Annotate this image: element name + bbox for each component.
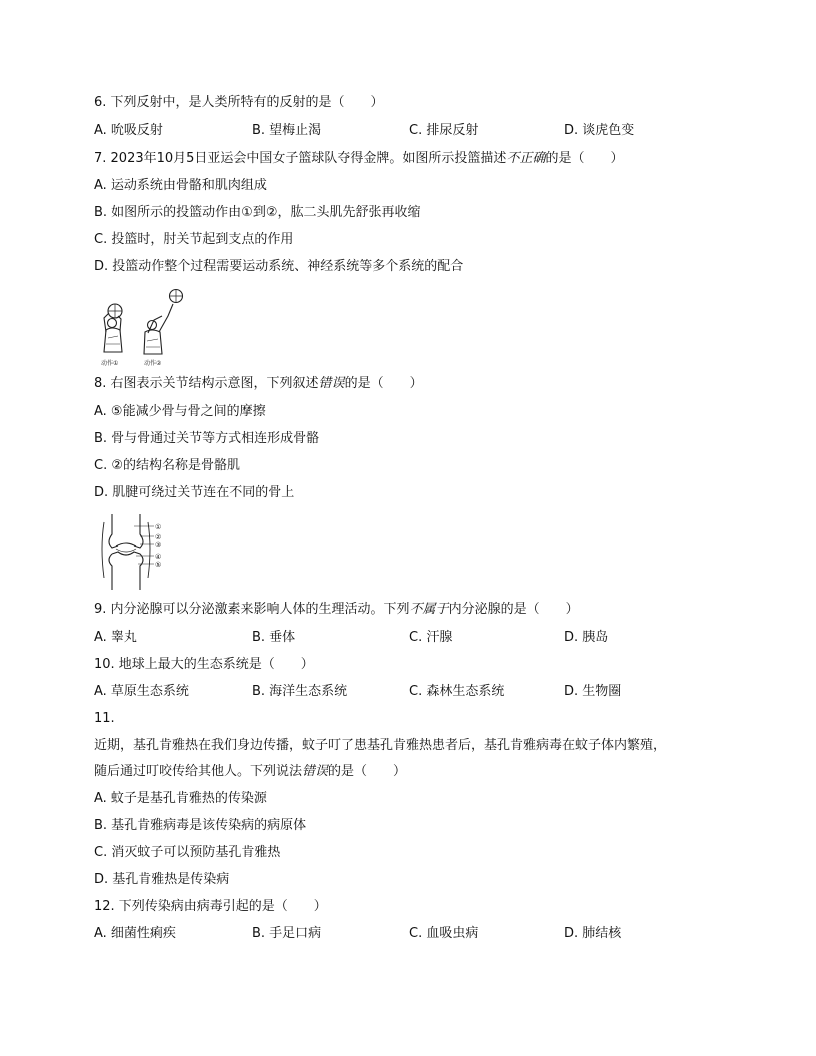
capsule-right — [148, 522, 150, 578]
q7-option-a: A. 运动系统由骨骼和肌肉组成 — [94, 178, 267, 193]
q12-option-a: A. 细菌性痢疾 — [94, 926, 176, 941]
joint-label-4: ④ — [155, 553, 162, 561]
q9-stem-part1: 9. 内分泌腺可以分泌激素来影响人体的生理活动。下列 — [94, 602, 410, 617]
q11-option-a: A. 蚊子是基孔肯雅热的传染源 — [94, 791, 267, 806]
q7-stem-part1: 7. 2023年10月5日亚运会中国女子篮球队夺得金牌。如图所示投篮描述 — [94, 151, 507, 166]
capsule-left — [102, 522, 104, 578]
q7-option-b: B. 如图所示的投篮动作由①到②，肱二头肌先舒张再收缩 — [94, 205, 421, 220]
q8-option-a: A. ⑤能减少骨与骨之间的摩擦 — [94, 404, 266, 419]
q6-option-d: D. 谈虎色变 — [564, 123, 635, 138]
q10-stem: 10. 地球上最大的生态系统是（ ） — [94, 657, 314, 672]
joint-label-1: ① — [155, 523, 162, 531]
q8-stem-emphasis: 错误 — [318, 376, 345, 391]
q7-option-d: D. 投篮动作整个过程需要运动系统、神经系统等多个系统的配合 — [94, 259, 464, 274]
upper-bone-left — [109, 514, 118, 548]
q9-stem — [94, 601, 579, 619]
q11-option-c: C. 消灭蚊子可以预防基孔肯雅热 — [94, 845, 281, 860]
q9-option-a: A. 睾丸 — [94, 630, 137, 645]
q8-option-c: C. ②的结构名称是骨骼肌 — [94, 458, 240, 473]
action-1-label: 动作① — [101, 360, 119, 367]
q6-option-c: C. 排尿反射 — [409, 123, 479, 138]
lower-bone-left — [109, 554, 112, 590]
q12-stem: 12. 下列传染病由病毒引起的是（ ） — [94, 899, 327, 914]
action-2-label: 动作② — [144, 360, 162, 367]
q9-option-b: B. 垂体 — [252, 630, 296, 645]
q10-option-d: D. 生物圈 — [564, 684, 622, 699]
joint-label-2: ② — [155, 533, 162, 541]
q10-option-b: B. 海洋生态系统 — [252, 684, 348, 699]
q9-stem-part2: 内分泌腺的是（ ） — [448, 602, 579, 617]
joint-label-3: ③ — [155, 541, 162, 549]
q7-stem — [94, 150, 623, 168]
q9-option-c: C. 汗腺 — [409, 630, 453, 645]
q7-stem-part2: 的是（ ） — [545, 151, 624, 166]
q11-option-b: B. 基孔肯雅病毒是该传染病的病原体 — [94, 818, 307, 833]
q11-stem-part2: 的是（ ） — [328, 764, 407, 779]
lower-bone-right — [112, 552, 143, 590]
q11-option-d: D. 基孔肯雅热是传染病 — [94, 872, 230, 887]
q9-option-d: D. 胰岛 — [564, 630, 609, 645]
q7-stem-emphasis: 不正确 — [506, 151, 546, 166]
q6-option-a: A. 吮吸反射 — [94, 123, 163, 138]
q8-option-d: D. 肌腱可绕过关节连在不同的骨上 — [94, 485, 295, 500]
q12-option-d: D. 肺结核 — [564, 926, 622, 941]
q11-stem-emphasis: 错误 — [302, 764, 329, 779]
joint-label-5: ⑤ — [155, 561, 162, 569]
q8-option-b: B. 骨与骨通过关节等方式相连形成骨骼 — [94, 431, 320, 446]
upper-bone-right — [134, 514, 143, 548]
q11-stem-line2 — [94, 763, 406, 781]
q10-option-c: C. 森林生态系统 — [409, 684, 505, 699]
q11-stem-line1: 近期，基孔肯雅热在我们身边传播，蚊子叮了患基孔肯雅热患者后，基孔肯雅病毒在蚊子体内繁殖， — [94, 738, 667, 753]
basketball-shot-figure — [96, 286, 190, 368]
q9-stem-emphasis: 不属于 — [409, 602, 449, 617]
q6-option-b: B. 望梅止渴 — [252, 123, 322, 138]
q11-stem-part1: 随后通过叮咬传给其他人。下列说法 — [94, 764, 303, 779]
joint-structure-figure — [96, 512, 170, 592]
q8-stem-part2: 的是（ ） — [344, 376, 423, 391]
q10-option-a: A. 草原生态系统 — [94, 684, 189, 699]
q12-option-b: B. 手足口病 — [252, 926, 322, 941]
q11-number: 11. — [94, 711, 115, 726]
q6-stem: 6. 下列反射中，是人类所特有的反射的是（ ） — [94, 95, 384, 110]
q12-option-c: C. 血吸虫病 — [409, 926, 479, 941]
q8-stem-part1: 8. 右图表示关节结构示意图，下列叙述 — [94, 376, 319, 391]
q7-option-c: C. 投篮时，肘关节起到支点的作用 — [94, 232, 294, 247]
q8-stem — [94, 375, 423, 393]
